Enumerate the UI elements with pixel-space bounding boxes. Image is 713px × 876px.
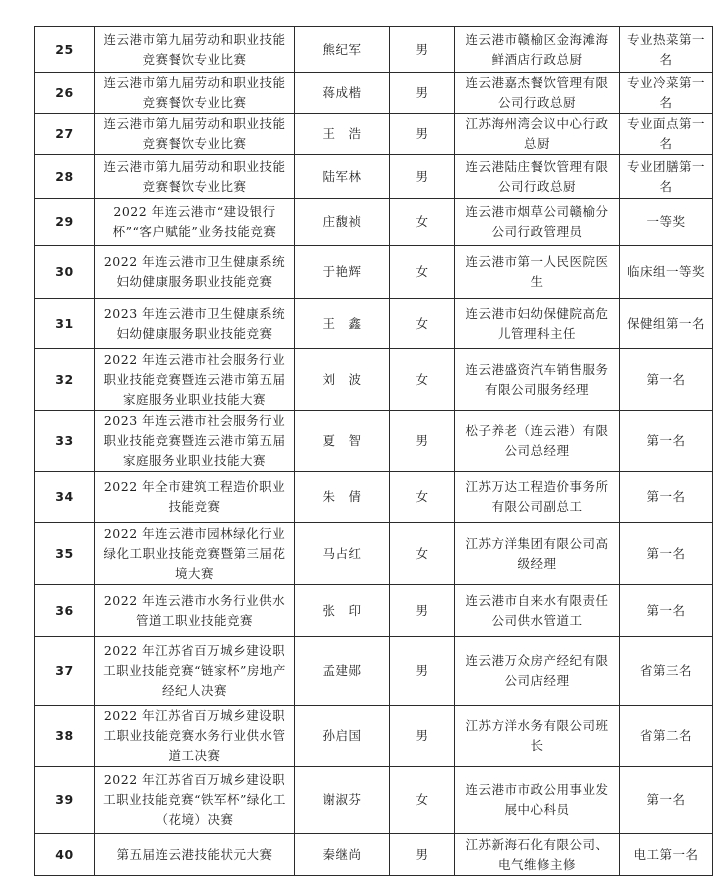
award-table [34,26,713,876]
competition-name-cell: 2022 年连云港市“建设银行杯”“客户赋能”业务技能竞赛 [95,199,295,246]
gender-cell: 男 [390,706,455,767]
work-unit-cell: 江苏方洋集团有限公司高级经理 [455,523,620,585]
competition-name-cell: 2022 年连云港市水务行业供水管道工职业技能竞赛 [95,585,295,637]
work-unit-cell: 连云港盛资汽车销售服务有限公司服务经理 [455,349,620,411]
row-number-cell: 25 [35,27,95,73]
competition-name-cell: 连云港市第九届劳动和职业技能竞赛餐饮专业比赛 [95,155,295,199]
person-name-cell: 朱 倩 [295,472,390,523]
table-row [35,834,713,876]
gender-cell: 男 [390,834,455,876]
person-name-cell: 蒋成楷 [295,73,390,114]
person-name-cell: 王 鑫 [295,299,390,349]
person-name-cell: 于艳辉 [295,246,390,299]
table-row [35,585,713,637]
row-number-cell: 30 [35,246,95,299]
table-row [35,637,713,706]
table-row [35,73,713,114]
award-cell: 专业面点第一名 [620,114,713,155]
work-unit-cell: 连云港万众房产经纪有限公司店经理 [455,637,620,706]
competition-name-cell: 2023 年连云港市卫生健康系统妇幼健康服务职业技能竞赛 [95,299,295,349]
person-name-cell: 熊纪军 [295,27,390,73]
row-number-cell: 37 [35,637,95,706]
person-name-cell: 夏 智 [295,411,390,472]
gender-cell: 女 [390,767,455,834]
competition-name-cell: 连云港市第九届劳动和职业技能竞赛餐饮专业比赛 [95,73,295,114]
award-cell: 电工第一名 [620,834,713,876]
gender-cell: 女 [390,523,455,585]
award-cell: 第一名 [620,523,713,585]
table-row [35,246,713,299]
work-unit-cell: 连云港市烟草公司赣榆分公司行政管理员 [455,199,620,246]
person-name-cell: 孟建郧 [295,637,390,706]
gender-cell: 女 [390,199,455,246]
table-body [35,27,713,876]
award-cell: 省第二名 [620,706,713,767]
work-unit-cell: 松子养老（连云港）有限公司总经理 [455,411,620,472]
competition-name-cell: 2022 年连云港市社会服务行业职业技能竞赛暨连云港市第五届家庭服务业职业技能大赛 [95,349,295,411]
row-number-cell: 38 [35,706,95,767]
gender-cell: 女 [390,299,455,349]
gender-cell: 女 [390,472,455,523]
award-cell: 第一名 [620,767,713,834]
table-row [35,27,713,73]
competition-name-cell: 2022 年连云港市卫生健康系统妇幼健康服务职业技能竞赛 [95,246,295,299]
row-number-cell: 36 [35,585,95,637]
table-row [35,523,713,585]
competition-name-cell: 2023 年连云港市社会服务行业职业技能竞赛暨连云港市第五届家庭服务业职业技能大赛 [95,411,295,472]
work-unit-cell: 连云港市妇幼保健院高危儿管理科主任 [455,299,620,349]
competition-name-cell: 2022 年江苏省百万城乡建设职工职业技能竞赛水务行业供水管道工决赛 [95,706,295,767]
work-unit-cell: 连云港陆庄餐饮管理有限公司行政总厨 [455,155,620,199]
row-number-cell: 33 [35,411,95,472]
competition-name-cell: 连云港市第九届劳动和职业技能竞赛餐饮专业比赛 [95,27,295,73]
work-unit-cell: 连云港市赣榆区金海滩海鲜酒店行政总厨 [455,27,620,73]
work-unit-cell: 江苏新海石化有限公司、电气维修主修 [455,834,620,876]
table-row [35,155,713,199]
person-name-cell: 王 浩 [295,114,390,155]
award-cell: 专业冷菜第一名 [620,73,713,114]
work-unit-cell: 连云港市自来水有限责任公司供水管道工 [455,585,620,637]
row-number-cell: 40 [35,834,95,876]
award-cell: 专业热菜第一名 [620,27,713,73]
award-cell: 第一名 [620,411,713,472]
competition-name-cell: 第五届连云港技能状元大赛 [95,834,295,876]
table-row [35,114,713,155]
table-row [35,299,713,349]
table-row [35,767,713,834]
work-unit-cell: 江苏方洋水务有限公司班长 [455,706,620,767]
gender-cell: 男 [390,155,455,199]
award-cell: 保健组第一名 [620,299,713,349]
gender-cell: 男 [390,114,455,155]
competition-name-cell: 2022 年江苏省百万城乡建设职工职业技能竞赛“链家杯”房地产经纪人决赛 [95,637,295,706]
gender-cell: 女 [390,349,455,411]
row-number-cell: 39 [35,767,95,834]
work-unit-cell: 连云港嘉杰餐饮管理有限公司行政总厨 [455,73,620,114]
gender-cell: 男 [390,27,455,73]
table-row [35,349,713,411]
person-name-cell: 秦继尚 [295,834,390,876]
table-row [35,472,713,523]
work-unit-cell: 江苏海州湾会议中心行政总厨 [455,114,620,155]
competition-name-cell: 连云港市第九届劳动和职业技能竞赛餐饮专业比赛 [95,114,295,155]
row-number-cell: 35 [35,523,95,585]
table-row [35,411,713,472]
gender-cell: 男 [390,411,455,472]
gender-cell: 男 [390,585,455,637]
work-unit-cell: 连云港市市政公用事业发展中心科员 [455,767,620,834]
award-cell: 第一名 [620,349,713,411]
row-number-cell: 31 [35,299,95,349]
person-name-cell: 张 印 [295,585,390,637]
person-name-cell: 庄馥祯 [295,199,390,246]
table-row [35,706,713,767]
work-unit-cell: 连云港市第一人民医院医生 [455,246,620,299]
gender-cell: 女 [390,246,455,299]
competition-name-cell: 2022 年全市建筑工程造价职业技能竞赛 [95,472,295,523]
award-cell: 临床组一等奖 [620,246,713,299]
award-cell: 专业团膳第一名 [620,155,713,199]
person-name-cell: 陆军林 [295,155,390,199]
table-row [35,199,713,246]
gender-cell: 男 [390,73,455,114]
person-name-cell: 刘 波 [295,349,390,411]
row-number-cell: 29 [35,199,95,246]
person-name-cell: 马占红 [295,523,390,585]
award-cell: 第一名 [620,472,713,523]
row-number-cell: 28 [35,155,95,199]
competition-name-cell: 2022 年连云港市园林绿化行业绿化工职业技能竞赛暨第三届花境大赛 [95,523,295,585]
row-number-cell: 27 [35,114,95,155]
person-name-cell: 孙启国 [295,706,390,767]
competition-name-cell: 2022 年江苏省百万城乡建设职工职业技能竞赛“铁军杯”绿化工（花境）决赛 [95,767,295,834]
row-number-cell: 32 [35,349,95,411]
work-unit-cell: 江苏万达工程造价事务所有限公司副总工 [455,472,620,523]
gender-cell: 男 [390,637,455,706]
person-name-cell: 谢淑芬 [295,767,390,834]
award-cell: 第一名 [620,585,713,637]
row-number-cell: 34 [35,472,95,523]
award-cell: 省第三名 [620,637,713,706]
row-number-cell: 26 [35,73,95,114]
award-cell: 一等奖 [620,199,713,246]
